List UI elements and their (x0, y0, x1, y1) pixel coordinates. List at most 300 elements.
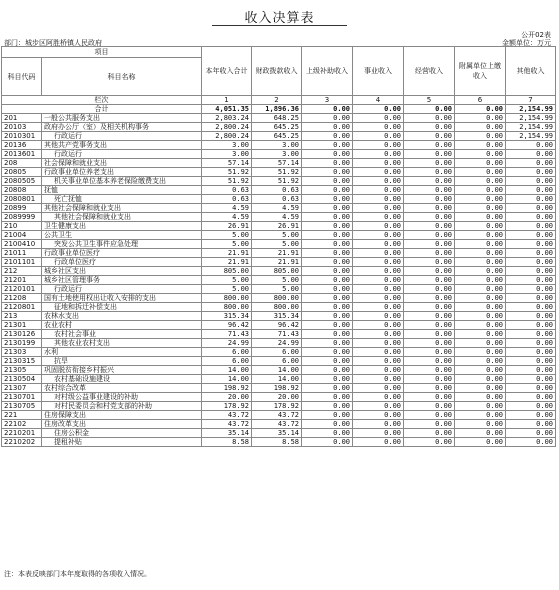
amount-cell: 5.00 (202, 285, 252, 294)
col-header-affiliated: 附属单位上缴收入 (455, 47, 506, 96)
subject-code: 20899 (2, 204, 42, 213)
subject-code: 2130199 (2, 339, 42, 348)
amount-cell: 0.00 (353, 267, 404, 276)
amount-cell: 0.00 (506, 429, 556, 438)
amount-cell: 0.00 (455, 321, 506, 330)
amount-cell: 0.00 (506, 222, 556, 231)
amount-cell: 0.00 (506, 366, 556, 375)
amount-cell: 0.00 (302, 366, 353, 375)
amount-cell: 178.92 (202, 402, 252, 411)
amount-cell: 8.58 (252, 438, 302, 447)
amount-cell: 0.00 (455, 402, 506, 411)
subject-code: 2130504 (2, 375, 42, 384)
amount-cell: 4.59 (202, 204, 252, 213)
amount-cell: 0.00 (506, 204, 556, 213)
amount-cell: 0.00 (404, 159, 455, 168)
subject-code: 2130315 (2, 357, 42, 366)
col-header-code: 科目代码 (2, 58, 42, 96)
amount-cell: 0.00 (404, 150, 455, 159)
amount-cell: 0.00 (404, 177, 455, 186)
total-value: 1,896.36 (252, 105, 302, 114)
amount-cell: 0.00 (302, 114, 353, 123)
amount-cell: 0.00 (302, 249, 353, 258)
amount-cell: 6.00 (252, 357, 302, 366)
amount-cell: 71.43 (202, 330, 252, 339)
amount-cell: 96.42 (202, 321, 252, 330)
amount-cell: 51.92 (252, 168, 302, 177)
amount-cell: 0.00 (404, 276, 455, 285)
amount-cell: 0.00 (353, 429, 404, 438)
amount-cell: 0.00 (353, 393, 404, 402)
amount-cell: 0.00 (353, 159, 404, 168)
report-title: 收入决算表 (244, 11, 315, 26)
amount-cell: 14.00 (202, 375, 252, 384)
subject-name: 城乡社区支出 (42, 267, 202, 276)
amount-cell: 0.00 (302, 141, 353, 150)
amount-cell: 0.00 (404, 168, 455, 177)
total-value: 0.00 (353, 105, 404, 114)
subject-name: 住房改革支出 (42, 420, 202, 429)
amount-cell: 0.00 (353, 168, 404, 177)
subject-name: 其他农业农村支出 (42, 339, 202, 348)
subject-name: 行政单位医疗 (42, 258, 202, 267)
column-index: 6 (455, 96, 506, 105)
amount-cell: 5.00 (252, 240, 302, 249)
amount-cell: 800.00 (252, 294, 302, 303)
amount-cell: 0.00 (455, 159, 506, 168)
amount-cell: 0.00 (404, 186, 455, 195)
amount-cell: 0.00 (353, 186, 404, 195)
subject-name: 提租补贴 (42, 438, 202, 447)
total-value: 4,051.35 (202, 105, 252, 114)
amount-cell: 0.00 (506, 402, 556, 411)
table-row (2, 348, 556, 357)
amount-cell: 0.00 (302, 429, 353, 438)
table-row (2, 177, 556, 186)
amount-cell: 0.00 (302, 339, 353, 348)
amount-cell: 800.00 (252, 303, 302, 312)
amount-cell: 0.00 (455, 285, 506, 294)
amount-cell: 0.00 (302, 375, 353, 384)
amount-cell: 0.00 (353, 177, 404, 186)
amount-cell: 0.00 (455, 348, 506, 357)
subject-name: 行政事业单位养老支出 (42, 168, 202, 177)
amount-cell: 3.00 (202, 150, 252, 159)
amount-cell: 0.00 (404, 231, 455, 240)
table-row (2, 114, 556, 123)
subject-name: 对村级公益事业建设的补助 (42, 393, 202, 402)
amount-cell: 0.00 (302, 357, 353, 366)
amount-cell: 0.00 (353, 150, 404, 159)
amount-cell: 0.00 (302, 303, 353, 312)
amount-cell: 315.34 (252, 312, 302, 321)
subject-name: 其他共产党事务支出 (42, 141, 202, 150)
amount-cell: 20.00 (202, 393, 252, 402)
amount-cell: 6.00 (252, 348, 302, 357)
table-row (2, 420, 556, 429)
amount-cell: 0.00 (353, 348, 404, 357)
subject-code: 2010301 (2, 132, 42, 141)
amount-cell: 0.00 (455, 177, 506, 186)
amount-cell: 0.00 (506, 150, 556, 159)
amount-cell: 0.00 (353, 339, 404, 348)
amount-cell: 0.00 (506, 267, 556, 276)
amount-cell: 43.72 (202, 411, 252, 420)
amount-cell: 43.72 (252, 411, 302, 420)
subject-name: 其他社会保障和就业支出 (42, 213, 202, 222)
subject-code: 2210202 (2, 438, 42, 447)
amount-cell: 0.00 (404, 402, 455, 411)
amount-cell: 0.00 (506, 375, 556, 384)
subject-name: 对村民委员会和村党支部的补助 (42, 402, 202, 411)
amount-cell: 0.00 (404, 321, 455, 330)
table-row (2, 168, 556, 177)
amount-cell: 2,800.24 (202, 123, 252, 132)
table-row (2, 123, 556, 132)
amount-cell: 0.00 (353, 213, 404, 222)
amount-cell: 0.00 (404, 429, 455, 438)
amount-cell: 0.00 (506, 258, 556, 267)
amount-cell: 0.00 (455, 393, 506, 402)
total-value: 0.00 (455, 105, 506, 114)
table-row (2, 303, 556, 312)
amount-cell: 21.91 (252, 249, 302, 258)
subject-name: 农村综合改革 (42, 384, 202, 393)
amount-cell: 0.00 (353, 132, 404, 141)
amount-cell: 0.00 (455, 123, 506, 132)
subject-name: 抚恤 (42, 186, 202, 195)
amount-cell: 0.00 (302, 285, 353, 294)
subject-code: 212 (2, 267, 42, 276)
subject-name: 行政运行 (42, 150, 202, 159)
amount-cell: 0.00 (404, 330, 455, 339)
amount-cell: 0.00 (455, 366, 506, 375)
amount-cell: 5.00 (202, 231, 252, 240)
amount-cell: 35.14 (202, 429, 252, 438)
amount-cell: 2,154.99 (506, 132, 556, 141)
amount-cell: 6.00 (202, 357, 252, 366)
table-row (2, 411, 556, 420)
amount-cell: 0.00 (404, 294, 455, 303)
table-row (2, 231, 556, 240)
column-index: 4 (353, 96, 404, 105)
amount-cell: 0.00 (353, 384, 404, 393)
amount-cell: 0.00 (353, 240, 404, 249)
amount-cell: 0.00 (455, 384, 506, 393)
subject-name: 城乡社区管理事务 (42, 276, 202, 285)
total-value: 0.00 (302, 105, 353, 114)
amount-cell: 0.00 (455, 339, 506, 348)
table-row (2, 366, 556, 375)
amount-cell: 0.00 (404, 123, 455, 132)
amount-cell: 0.00 (353, 375, 404, 384)
amount-cell: 3.00 (252, 150, 302, 159)
total-value: 0.00 (404, 105, 455, 114)
column-index: 3 (302, 96, 353, 105)
amount-cell: 0.00 (353, 303, 404, 312)
amount-cell: 0.00 (506, 249, 556, 258)
amount-cell: 0.00 (506, 357, 556, 366)
subject-name: 住房公积金 (42, 429, 202, 438)
subject-code: 208 (2, 159, 42, 168)
amount-cell: 0.00 (302, 132, 353, 141)
column-index-label: 栏次 (2, 96, 202, 105)
subject-name: 行政事业单位医疗 (42, 249, 202, 258)
amount-cell: 648.25 (252, 114, 302, 123)
amount-cell: 0.00 (506, 312, 556, 321)
subject-code: 2089999 (2, 213, 42, 222)
amount-cell: 0.00 (506, 411, 556, 420)
table-row (2, 249, 556, 258)
amount-cell: 0.63 (252, 195, 302, 204)
amount-cell: 0.00 (302, 420, 353, 429)
amount-cell: 6.00 (202, 348, 252, 357)
amount-cell: 0.00 (302, 321, 353, 330)
amount-cell: 0.00 (404, 195, 455, 204)
amount-cell: 0.00 (302, 195, 353, 204)
subject-code: 2013601 (2, 150, 42, 159)
amount-cell: 0.00 (506, 177, 556, 186)
table-row (2, 258, 556, 267)
amount-cell: 0.00 (455, 357, 506, 366)
subject-code: 21303 (2, 348, 42, 357)
subject-name: 突发公共卫生事件应急处理 (42, 240, 202, 249)
subject-code: 201 (2, 114, 42, 123)
amount-cell: 2,800.24 (202, 132, 252, 141)
amount-cell: 0.00 (455, 213, 506, 222)
amount-cell: 0.00 (455, 240, 506, 249)
amount-cell: 0.00 (404, 240, 455, 249)
amount-cell: 0.00 (404, 222, 455, 231)
amount-cell: 0.00 (404, 393, 455, 402)
amount-cell: 0.00 (302, 177, 353, 186)
subject-code: 2080505 (2, 177, 42, 186)
amount-cell: 0.00 (302, 213, 353, 222)
amount-cell: 0.00 (404, 357, 455, 366)
amount-cell: 0.00 (302, 393, 353, 402)
table-row (2, 402, 556, 411)
amount-cell: 800.00 (202, 303, 252, 312)
subject-name: 水利 (42, 348, 202, 357)
col-header-fiscal: 财政拨款收入 (252, 47, 302, 96)
subject-name: 抗旱 (42, 357, 202, 366)
amount-cell: 0.00 (404, 411, 455, 420)
subject-code: 2101101 (2, 258, 42, 267)
amount-cell: 0.00 (455, 186, 506, 195)
amount-cell: 0.00 (353, 294, 404, 303)
col-header-subsidy: 上级补助收入 (302, 47, 353, 96)
amount-cell: 0.00 (455, 222, 506, 231)
amount-cell: 0.00 (506, 321, 556, 330)
amount-cell: 0.00 (506, 168, 556, 177)
column-index: 1 (202, 96, 252, 105)
table-row (2, 150, 556, 159)
subject-code: 20805 (2, 168, 42, 177)
amount-cell: 2,803.24 (202, 114, 252, 123)
subject-name: 农业农村 (42, 321, 202, 330)
table-row (2, 438, 556, 447)
amount-cell: 0.00 (302, 402, 353, 411)
subject-name: 机关事业单位基本养老保险缴费支出 (42, 177, 202, 186)
table-row (2, 186, 556, 195)
amount-cell: 0.00 (302, 222, 353, 231)
amount-cell: 24.99 (202, 339, 252, 348)
amount-cell: 0.00 (302, 348, 353, 357)
amount-cell: 0.00 (302, 294, 353, 303)
table-row (2, 159, 556, 168)
subject-code: 2120801 (2, 303, 42, 312)
amount-cell: 26.91 (202, 222, 252, 231)
total-label: 合计 (2, 105, 202, 114)
amount-cell: 0.63 (252, 186, 302, 195)
footnote: 注：本表反映部门本年度取得的各项收入情况。 (4, 570, 151, 578)
amount-cell: 0.00 (506, 303, 556, 312)
amount-cell: 3.00 (202, 141, 252, 150)
subject-name: 社会保障和就业支出 (42, 159, 202, 168)
subject-code: 21011 (2, 249, 42, 258)
amount-cell: 0.00 (302, 330, 353, 339)
amount-cell: 14.00 (202, 366, 252, 375)
amount-cell: 0.00 (302, 231, 353, 240)
total-value: 2,154.99 (506, 105, 556, 114)
amount-cell: 0.00 (302, 123, 353, 132)
amount-cell: 0.00 (506, 339, 556, 348)
subject-code: 20136 (2, 141, 42, 150)
title-underline (212, 25, 347, 26)
amount-cell: 0.00 (455, 267, 506, 276)
amount-cell: 0.00 (404, 204, 455, 213)
subject-code: 22102 (2, 420, 42, 429)
amount-cell: 0.00 (506, 420, 556, 429)
amount-cell: 0.00 (455, 303, 506, 312)
amount-cell: 14.00 (252, 375, 302, 384)
amount-cell: 0.00 (353, 141, 404, 150)
amount-cell: 0.00 (506, 186, 556, 195)
amount-cell: 0.00 (506, 141, 556, 150)
table-row (2, 195, 556, 204)
amount-cell: 3.00 (252, 141, 302, 150)
amount-cell: 0.00 (506, 384, 556, 393)
amount-cell: 0.00 (455, 258, 506, 267)
amount-cell: 0.00 (353, 276, 404, 285)
amount-cell: 5.00 (252, 231, 302, 240)
subject-code: 21208 (2, 294, 42, 303)
subject-name: 公共卫生 (42, 231, 202, 240)
amount-cell: 20.00 (252, 393, 302, 402)
amount-cell: 0.00 (506, 330, 556, 339)
amount-cell: 0.00 (353, 231, 404, 240)
subject-name: 农村基础设施建设 (42, 375, 202, 384)
income-table (1, 46, 556, 447)
amount-cell: 51.92 (252, 177, 302, 186)
amount-cell: 805.00 (252, 267, 302, 276)
amount-cell: 0.00 (404, 285, 455, 294)
amount-cell: 0.00 (353, 321, 404, 330)
table-row (2, 222, 556, 231)
amount-cell: 21.91 (202, 258, 252, 267)
subject-code: 2100410 (2, 240, 42, 249)
subject-code: 2120101 (2, 285, 42, 294)
amount-cell: 800.00 (202, 294, 252, 303)
amount-cell: 0.00 (353, 195, 404, 204)
amount-cell: 35.14 (252, 429, 302, 438)
subject-name: 农林水支出 (42, 312, 202, 321)
amount-cell: 0.00 (404, 312, 455, 321)
amount-cell: 198.92 (202, 384, 252, 393)
form-number: 公开02表 (521, 31, 551, 39)
table-row (2, 204, 556, 213)
amount-cell: 0.00 (506, 240, 556, 249)
col-header-business: 事业收入 (353, 47, 404, 96)
amount-cell: 0.00 (302, 168, 353, 177)
amount-cell: 0.00 (353, 357, 404, 366)
amount-cell: 0.00 (404, 420, 455, 429)
amount-cell: 0.00 (506, 276, 556, 285)
amount-cell: 0.00 (506, 195, 556, 204)
table-row (2, 240, 556, 249)
amount-cell: 0.00 (302, 267, 353, 276)
subject-code: 221 (2, 411, 42, 420)
amount-unit: 金额单位：万元 (502, 39, 551, 47)
amount-cell: 0.00 (404, 366, 455, 375)
amount-cell: 0.00 (506, 213, 556, 222)
table-row (2, 339, 556, 348)
amount-cell: 21.91 (252, 258, 302, 267)
table-row (2, 141, 556, 150)
column-index: 2 (252, 96, 302, 105)
amount-cell: 0.00 (506, 438, 556, 447)
amount-cell: 57.14 (252, 159, 302, 168)
amount-cell: 5.00 (202, 240, 252, 249)
amount-cell: 0.00 (506, 285, 556, 294)
amount-cell: 0.00 (506, 294, 556, 303)
subject-name: 巩固脱贫衔接乡村振兴 (42, 366, 202, 375)
amount-cell: 0.00 (455, 330, 506, 339)
amount-cell: 0.00 (455, 150, 506, 159)
table-row (2, 285, 556, 294)
amount-cell: 0.00 (455, 312, 506, 321)
amount-cell: 0.00 (302, 312, 353, 321)
amount-cell: 0.00 (302, 258, 353, 267)
subject-name: 国有土地使用权出让收入安排的支出 (42, 294, 202, 303)
amount-cell: 0.00 (302, 438, 353, 447)
amount-cell: 0.00 (455, 411, 506, 420)
amount-cell: 805.00 (202, 267, 252, 276)
amount-cell: 0.00 (455, 132, 506, 141)
amount-cell: 0.00 (302, 150, 353, 159)
amount-cell: 178.92 (252, 402, 302, 411)
amount-cell: 26.91 (252, 222, 302, 231)
amount-cell: 0.00 (506, 231, 556, 240)
amount-cell: 0.00 (353, 411, 404, 420)
table-row (2, 132, 556, 141)
subject-code: 21004 (2, 231, 42, 240)
subject-name: 征地和拆迁补偿支出 (42, 303, 202, 312)
amount-cell: 14.00 (252, 366, 302, 375)
amount-cell: 0.00 (455, 420, 506, 429)
amount-cell: 0.00 (455, 204, 506, 213)
department-label: 部门：城步区阿胜桥镇人民政府 (4, 39, 102, 47)
header-item-group: 项目 (2, 47, 202, 58)
amount-cell: 43.72 (202, 420, 252, 429)
amount-cell: 0.00 (404, 114, 455, 123)
amount-cell: 315.34 (202, 312, 252, 321)
col-header-total: 本年收入合计 (202, 47, 252, 96)
amount-cell: 0.00 (302, 276, 353, 285)
subject-code: 2130705 (2, 402, 42, 411)
amount-cell: 0.00 (353, 366, 404, 375)
table-row (2, 384, 556, 393)
